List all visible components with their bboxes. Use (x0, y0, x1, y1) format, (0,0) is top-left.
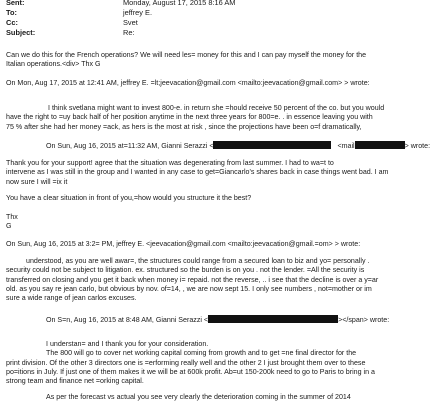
quote-intro (46, 315, 396, 324)
quote-body (6, 194, 394, 203)
quote-body (46, 393, 396, 402)
quote-intro (6, 79, 394, 88)
quote-line: print division. Of the other 3 directors one is =erforming really well and the other 2 I just brought them over to these (6, 358, 366, 367)
redaction-block (213, 141, 331, 149)
quote-intro-part: <mail (337, 142, 355, 150)
quote-signature (6, 213, 394, 232)
signature-line: G (6, 222, 12, 231)
cc-label: Cc: (6, 18, 18, 27)
quote-line: I think svetlana might want to invest 800-e. in return she =hould receive 50 percent of the co. but you would (48, 104, 385, 112)
sent-label: Sent: (6, 0, 25, 7)
quote-line: strong team and finance net =orking capital. (6, 377, 144, 386)
quote-intro (6, 240, 394, 249)
quote-line: now sure I will =ix it (6, 177, 68, 186)
cc-value: Svet (123, 18, 138, 27)
quote-body (6, 159, 394, 187)
subject-value: Re: (123, 28, 135, 37)
reply-paragraph (6, 51, 394, 70)
quote-intro-part: ></span> wrote: (338, 316, 390, 324)
subject-row (6, 28, 398, 38)
quote-line: transferred on closing and you get it back when money i= repaid. not the reverse, .. i see that the decline is over a y=ar (6, 275, 379, 284)
quote-intro-part: > wrote: (404, 142, 430, 150)
quote-line: sure a wide range of jean carlos excuses. (6, 294, 137, 303)
reply-line: Can we do this for the French operations? We will need les= money for this and I can pay myself the money for the (6, 51, 367, 59)
email-header (6, 0, 398, 38)
quote-line: intervene as I was still in the group and I wanted in any case to get=Giancarlo's shares back in case things went bad. I am (6, 168, 389, 177)
quote-line: old. as you say re jean carlo, but obvious by nov. of=14, , we are now sept 15. I only see numbers , not=mother or im (6, 284, 372, 293)
to-value: jeffrey E. (123, 8, 153, 17)
to-label: To: (6, 8, 17, 17)
subject-label: Subject: (6, 28, 36, 37)
to-row (6, 8, 398, 18)
quote-body (6, 104, 394, 132)
signature-line: Thx (6, 213, 18, 221)
quote-intro-line: On Sun, Aug 16, 2015 at 3:2= PM, jeffrey E. <jeevacation@gmail.com <mailto:jeevacation@gmail.=om> > wrote: (6, 240, 361, 248)
sent-value: Monday, August 17, 2015 8:16 AM (123, 0, 236, 7)
quote-body (6, 340, 394, 386)
quote-intro-part: On Sun, Aug 16, 2015 at=11:32 AM, Gianni Serazzi < (46, 142, 214, 150)
quote-line: understood, as you are well awar=, the structures could range from a secured loan to biz and yo= personally . (26, 257, 370, 265)
quote-body (6, 257, 394, 303)
redaction-block (355, 141, 405, 149)
quote-intro-part: On S=n, Aug 16, 2015 at 8:48 AM, Gianni Serazzi < (46, 316, 209, 324)
reply-line: Italian operations.<div> Thx G (6, 60, 101, 69)
quote-line: The 800 will go to cover net working capital coming from growth and to get =ne final director for the (46, 349, 357, 358)
quote-line: have the right to =uy back half of her position anytime in the next three years for 800=e. . in essence leaving you with (6, 113, 373, 122)
quote-line: 75 % after she had her money =ack, as hers is the most at risk , since the projections have been o=f dramatically, (6, 122, 362, 131)
quote-line: po=itions in July. If just one of them makes it we will be at 600k profit. Ab=ut 150-200k need to go to Paris to bring in a (6, 367, 375, 376)
quote-intro-line: On Mon, Aug 17, 2015 at 12:41 AM, jeffrey E. =lt;jeevacation@gmail.com <mailto:jeevacation@gmail.com> > wrote: (6, 79, 370, 87)
cc-row (6, 18, 398, 28)
quote-intro (46, 141, 430, 150)
quote-line: security could not be subject to litigation. ex. structured so the burden is on you . not the lender. =All the security is (6, 266, 365, 275)
quote-line: Thank you for your support! agree that the situation was degenerating from last summer. I had to wa=t to (6, 159, 334, 167)
quote-line: As per the forecast vs actual you see very clearly the deterioration coming in the summer of 2014 (46, 393, 351, 401)
sent-row (6, 0, 398, 8)
quote-line: I understan= and I thank you for your consideration. (46, 340, 209, 348)
quote-line: You have a clear situation in front of you,=how would you structure it the best? (6, 194, 252, 202)
redaction-block (208, 315, 338, 323)
